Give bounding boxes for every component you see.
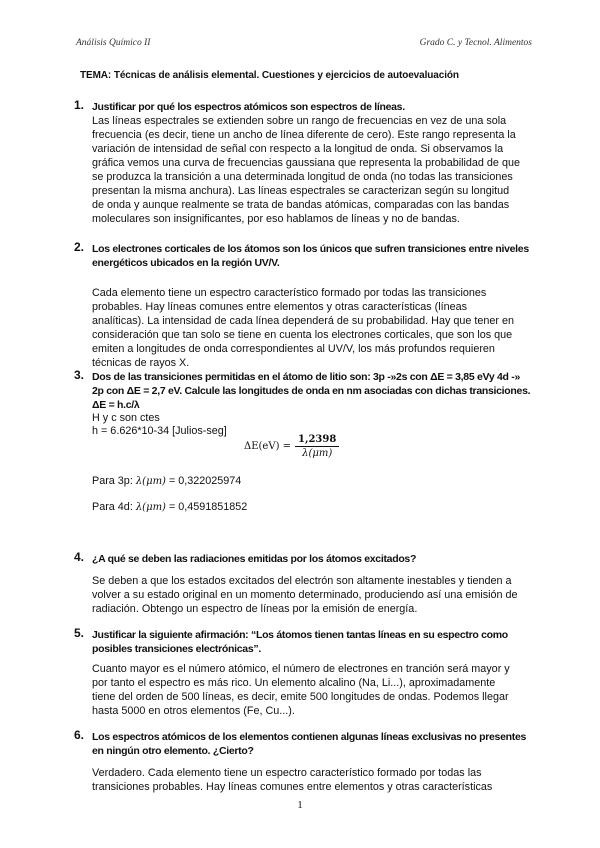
question-5-answer: Cuanto mayor es el número atómico, el número de electrones en tranción será mayor y por tanto el espectro es más rico. Un elemento alcalino (Na, Li...), aproximadamente tiene del orden de 500 líneas, es decir, emite 500 longitudes de ondas. Podemos llegar hasta 5000 en otros elementos (Fe, Cu...). [92,663,510,717]
result-3p-symbol: λ(μm) [135,476,166,487]
question-5-title: Justificar la siguiente afirmación: “Los átomos tienen tantas líneas en su espectro como posibles transiciones electrónicas”. [92,629,508,655]
question-2-answer: Cada elemento tiene un espectro característico formado por todas las transiciones probables. Hay líneas comunes entre elementos y otras características (líneas analíticas). La intensidad de cada línea dependerá de su probabilidad. Hay que tener en consideración que tan solo se tiene en cuenta los electrones corticales, que son los que emiten a longitudes de onda correspondientes al UV/V, los más profundos requieren técnicas de rayos X. [92,287,514,369]
question-1-number: 1. [74,98,85,112]
header-degree-title: Grado C. y Tecnol. Alimentos [419,38,532,48]
question-6-number: 6. [74,728,85,742]
question-4-number: 4. [74,550,85,564]
wavelength-formula [244,434,339,459]
question-2-title: Los electrones corticales de los átomos son los únicos que sufren transiciones entre niveles energéticos ubicados en la región UV/V. [92,243,529,269]
result-3p-value: = 0,322025974 [168,475,242,487]
formula-denominator: λ(μm) [302,448,333,459]
header-course-title: Análisis Químico II [76,38,151,48]
result-4d [92,500,522,515]
question-4-title: ¿A qué se deben las radiaciones emitidas por los átomos excitados? [92,553,417,565]
result-3p [92,474,522,489]
question-1-title: Justificar por qué los espectros atómicos son espectros de líneas. [92,101,405,113]
energy-relation: ΔE = h.c/λ [92,399,140,411]
question-4-answer: Se deben a que los estados excitados del electrón son altamente inestables y tienden a volver a su estado original en un momento determinado, produciendo así una emisión de radiación. Obtengo un espectro de líneas por la emisión de energía. [92,575,518,615]
constants-note: H y c son ctes [92,412,160,424]
result-3p-label: Para 3p: [92,475,133,487]
planck-constant: h = 6.626*10-34 [Julios-seg] [92,425,227,437]
result-4d-symbol: λ(μm) [135,502,166,513]
question-3-title: Dos de las transiciones permitidas en el átomo de litio son: 3p -»2s con ΔE = 3,85 eVy 4d -» 2p con ΔE = 2,7 eV. Calcule las longitudes de onda en nm asociadas con dichas transiciones. [92,371,531,397]
result-4d-value: = 0,4591851852 [168,501,248,513]
page-number: 1 [297,799,303,811]
question-1-answer: Las líneas espectrales se extienden sobre un rango de frecuencias en vez de una sola frecuencia (es decir, tiene un ancho de línea diferente de cero). Este rango representa la variación de intensidad de señal con respecto a la longitud de onda. Si observamos la gráfica vemos una curva de frecuencias gaussiana que representa la probabilidad de que se produzca la transición a una determinada longitud de onda (no todas las transiciones presentan la misma anchura). Las líneas espectrales se caracterizan según su longitud de onda y aunque realmente se trata de bandas atómicas, comparadas con las bandas moleculares son insignificantes, por eso hablamos de líneas y no de bandas. [92,115,520,225]
question-6-answer: Verdadero. Cada elemento tiene un espectro característico formado por todas las transiciones probables. Hay líneas comunes entre elementos y otras características [92,767,493,793]
formula-lhs: ΔE(eV) = [244,441,292,452]
topic-heading: TEMA: Técnicas de análisis elemental. Cuestiones y ejercicios de autoevaluación [80,70,459,81]
formula-numerator: 1,2398 [295,434,339,447]
formula-fraction [295,434,339,459]
question-2-number: 2. [74,240,85,254]
question-5-number: 5. [74,626,85,640]
result-4d-label: Para 4d: [92,501,133,513]
question-6-title: Los espectros atómicos de los elementos contienen algunas líneas exclusivas no presentes en ningún otro elemento. ¿Cierto? [92,731,527,757]
question-3-number: 3. [74,368,85,382]
